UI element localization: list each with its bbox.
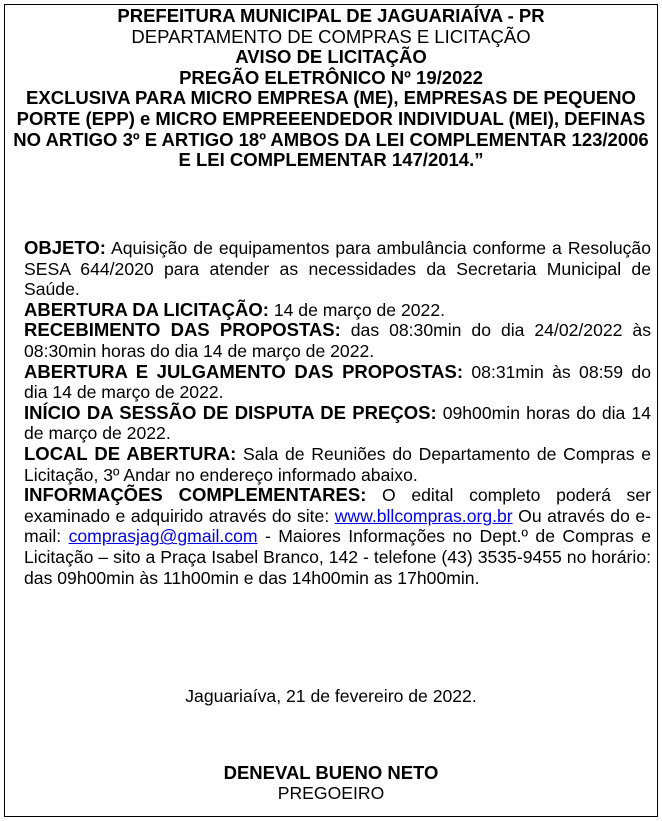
signer-role: PREGOEIRO xyxy=(277,783,385,803)
email-link[interactable]: comprasjag@gmail.com xyxy=(68,526,258,547)
info-text-2: Ou através do e-mail: xyxy=(24,505,651,547)
recebimento-paragraph xyxy=(24,320,651,361)
site-link[interactable]: www.bllcompras.org.br xyxy=(334,505,513,526)
info-paragraph xyxy=(24,485,651,588)
department-title: DEPARTAMENTO DE COMPRAS E LICITAÇÃO xyxy=(131,25,531,47)
inicio-text: 09h00min horas do dia 14 de março de 2022. xyxy=(24,402,652,444)
objeto-text: Aquisição de equipamentos para ambulância conforme a Resolução SESA 644/2020 para atender as necessidades da Secretaria Municipal de Saúde. xyxy=(24,238,651,300)
objeto-label: OBJETO: xyxy=(24,237,106,258)
abertura-text: 14 de março de 2022. xyxy=(268,299,445,320)
julgamento-label: ABERTURA E JULGAMENTO DAS PROPOSTAS: xyxy=(24,360,464,382)
abertura-paragraph xyxy=(24,300,651,321)
local-label: LOCAL DE ABERTURA: xyxy=(24,442,237,464)
recebimento-label: RECEBIMENTO DAS PROPOSTAS: xyxy=(24,319,341,341)
info-text-1: O edital completo poderá ser examinado e adquirido através do site: xyxy=(24,485,651,526)
local-text: Sala de Reuniões do Departamento de Compras e Licitação, 3º Andar no endereço informado abaixo. xyxy=(24,443,651,485)
notice-header xyxy=(10,6,652,171)
notice-body xyxy=(24,238,651,588)
signer-name: DENEVAL BUENO NETO xyxy=(223,762,439,783)
local-paragraph xyxy=(24,444,651,485)
info-text-3: - Maiores Informações no Dept.º de Compras e Licitação – sito a Praça Isabel Branco, 142 - telefone (43) 3535-9455 no horário: das 09h00min às 11h00min e das 14h00min as 17h00min. xyxy=(24,526,651,588)
municipality-title: PREFEITURA MUNICIPAL DE JAGUARIAÍVA - PR xyxy=(117,5,545,26)
inicio-label: INÍCIO DA SESSÃO DE DISPUTA DE PREÇOS: xyxy=(24,401,437,423)
julgamento-paragraph xyxy=(24,362,651,403)
info-label: INFORMAÇÕES COMPLEMENTARES: xyxy=(24,484,367,506)
inicio-paragraph xyxy=(24,403,651,444)
signature-block xyxy=(0,762,662,804)
julgamento-text: 08:31min às 08:59 do dia 14 de março de 2022. xyxy=(24,361,652,403)
abertura-label: ABERTURA DA LICITAÇÃO: xyxy=(24,298,269,320)
recebimento-text: das 08:30min do dia 24/02/2022 às 08:30min horas do dia 14 de março de 2022. xyxy=(24,320,651,361)
exclusivity-clause: EXCLUSIVA PARA MICRO EMPRESA (ME), EMPRESAS DE PEQUENO PORTE (EPP) e MICRO EMPREEENDEDOR INDIVIDUAL (MEI), DEFINAS NO ARTIGO 3º E ARTIGO 18º AMBOS DA LEI COMPLEMENTAR 123/2006 E LEI COMPLEMENTAR 147/2014.” xyxy=(13,87,649,171)
notice-title: AVISO DE LICITAÇÃO xyxy=(235,46,427,68)
objeto-paragraph xyxy=(24,238,651,300)
issue-date: Jaguariaíva, 21 de fevereiro de 2022. xyxy=(185,686,477,706)
auction-number: PREGÃO ELETRÔNICO Nº 19/2022 xyxy=(179,66,483,88)
